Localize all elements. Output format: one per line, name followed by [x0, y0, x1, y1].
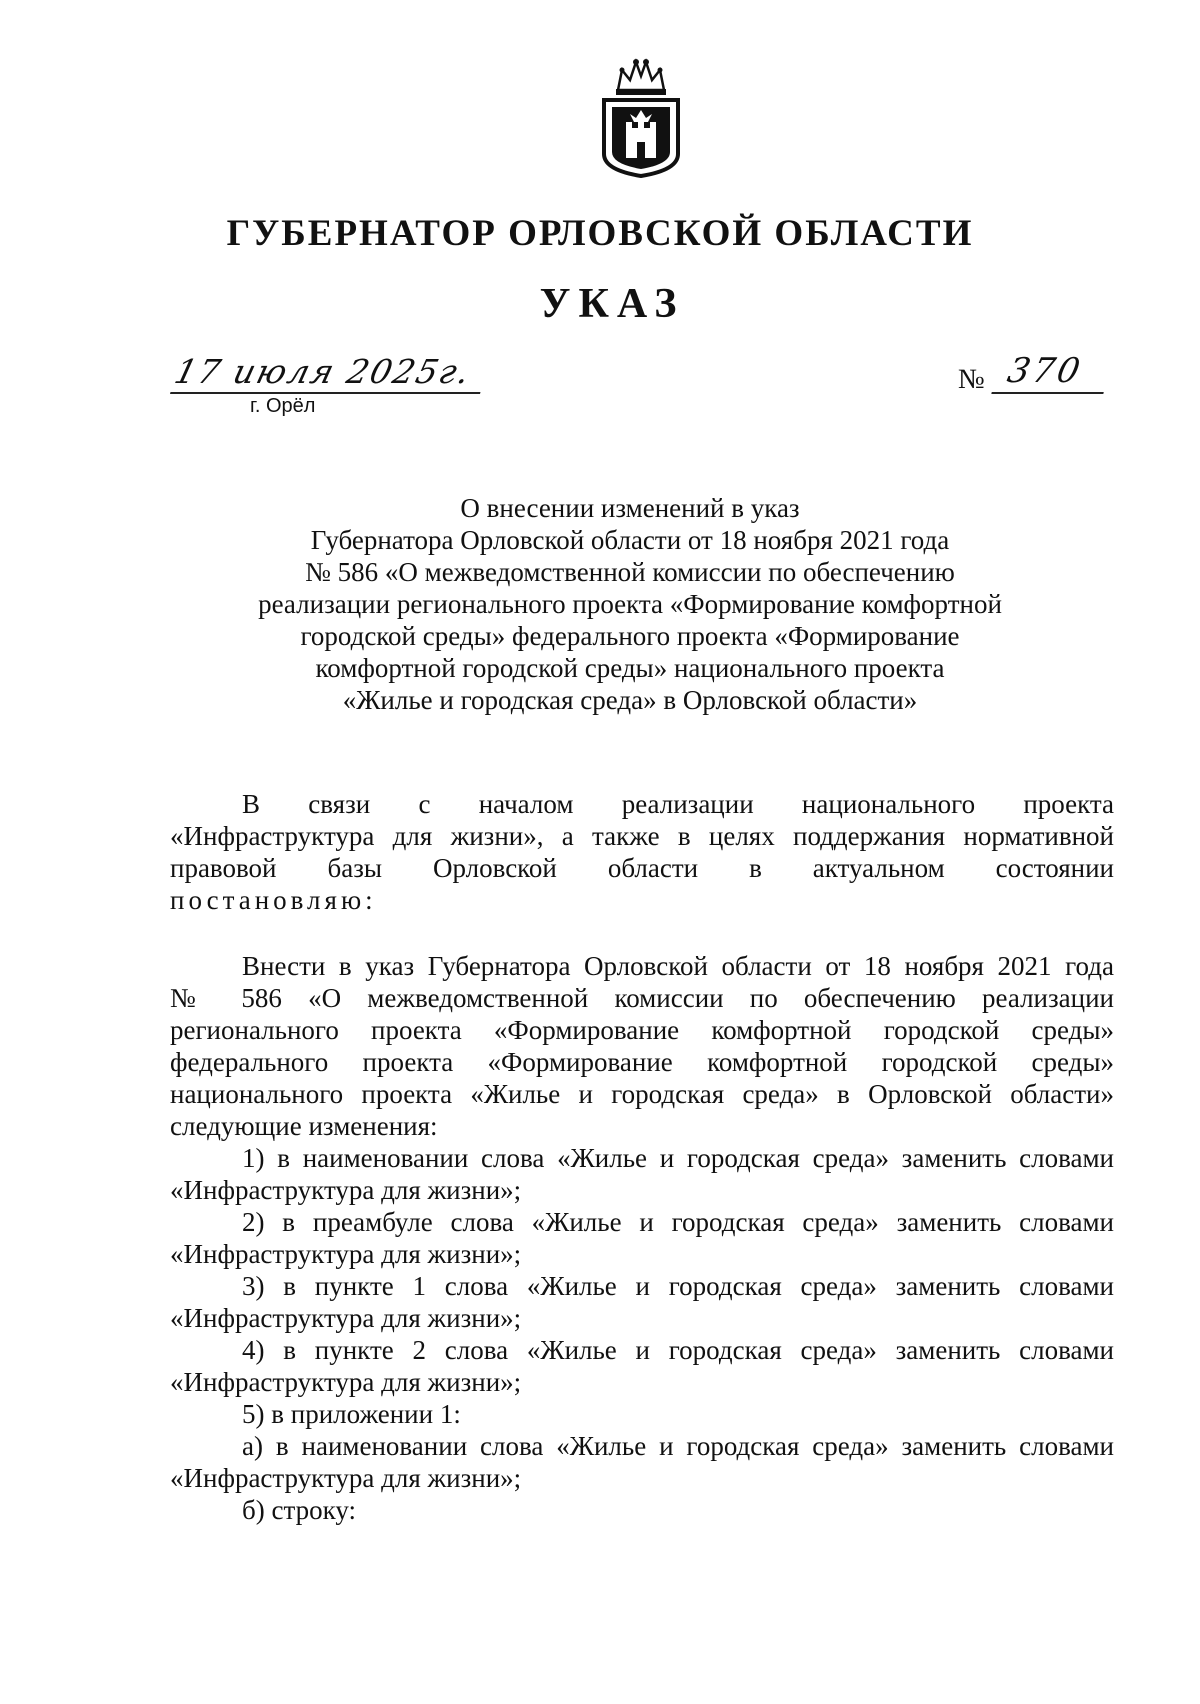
body-line: регионального проекта «Формирование комфортной городской среды»	[170, 1015, 1114, 1045]
subject-line: «Жилье и городская среда» в Орловской области»	[342, 685, 918, 715]
list-item-line: 2) в преамбуле слова «Жилье и городская среда» заменить словами	[242, 1207, 1114, 1237]
list-item-line: 3) в пункте 1 слова «Жилье и городская среда» заменить словами	[242, 1271, 1114, 1301]
list-item-line: 1) в наименовании слова «Жилье и городская среда» заменить словами	[242, 1143, 1114, 1173]
body-line: № 586 «О межведомственной комиссии по обеспечению реализации	[170, 983, 1114, 1013]
subject-line: № 586 «О межведомственной комиссии по обеспечению	[305, 557, 955, 587]
subject-line: О внесении изменений в указ	[460, 493, 800, 523]
body-line: следующие изменения:	[170, 1111, 438, 1141]
document-subject	[200, 492, 1060, 716]
list-item-line: 5) в приложении 1:	[242, 1399, 461, 1429]
decree-word: постановляю:	[170, 885, 377, 915]
coat-of-arms-icon	[596, 56, 686, 180]
list-item-line: б) строку:	[242, 1495, 356, 1525]
list-item-line: «Инфраструктура для жизни»;	[170, 1303, 522, 1333]
preamble	[170, 788, 1114, 916]
subject-line: комфортной городской среды» национального проекта	[315, 653, 945, 683]
list-item-line: «Инфраструктура для жизни»;	[170, 1175, 522, 1205]
list-item-line: 4) в пункте 2 слова «Жилье и городская среда» заменить словами	[242, 1335, 1114, 1365]
document-type: УКАЗ	[539, 281, 685, 327]
body-line: Внести в указ Губернатора Орловской области от 18 ноября 2021 года	[242, 951, 1114, 981]
org-title: ГУБЕРНАТОР ОРЛОВСКОЙ ОБЛАСТИ	[226, 213, 974, 254]
city-label: г. Орёл	[250, 395, 316, 417]
main-text	[170, 950, 1114, 1526]
subject-line: Губернатора Орловской области от 18 ноября 2021 года	[310, 525, 950, 555]
subject-line: городской среды» федерального проекта «Формирование	[300, 621, 960, 651]
number-label: №	[958, 364, 985, 395]
number-block	[958, 350, 1108, 396]
date-block	[170, 352, 480, 418]
handwritten-number: 370	[991, 350, 1112, 394]
handwritten-date: 17 июля 2025г.	[170, 352, 490, 394]
list-item-line: «Инфраструктура для жизни»;	[170, 1239, 522, 1269]
subject-line: реализации регионального проекта «Формирование комфортной	[258, 589, 1002, 619]
preamble-line: «Инфраструктура для жизни», а также в целях поддержания нормативной	[170, 821, 1114, 851]
preamble-line: правовой базы Орловской области в актуальном состоянии	[170, 853, 1114, 883]
list-item-line: а) в наименовании слова «Жилье и городская среда» заменить словами	[242, 1431, 1114, 1461]
list-item-line: «Инфраструктура для жизни»;	[170, 1463, 522, 1493]
preamble-line: В связи с началом реализации национального проекта	[242, 789, 1114, 819]
body-line: национального проекта «Жилье и городская среда» в Орловской области»	[170, 1079, 1114, 1109]
list-item-line: «Инфраструктура для жизни»;	[170, 1367, 522, 1397]
body-line: федерального проекта «Формирование комфортной городской среды»	[170, 1047, 1114, 1077]
